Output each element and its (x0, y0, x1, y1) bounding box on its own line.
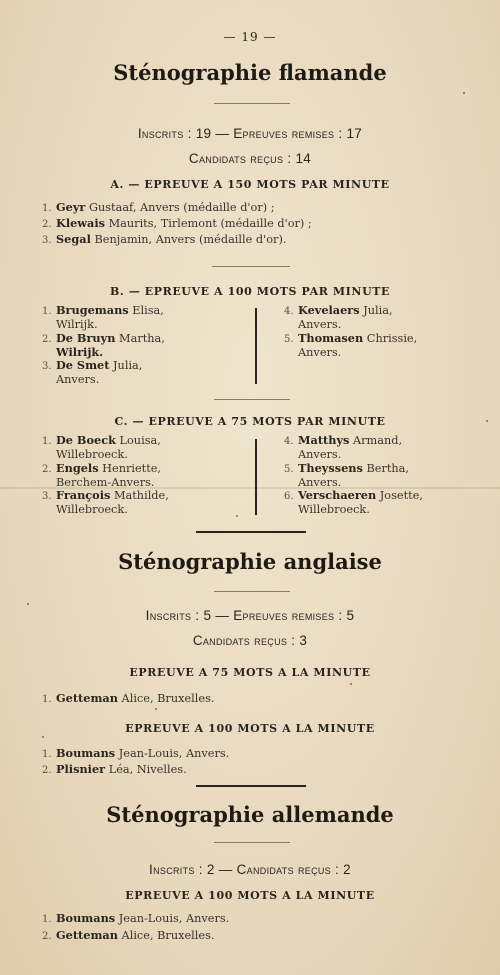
list-item: 2. De Bruyn Martha, Wilrijk. (42, 331, 165, 359)
section-rule (214, 399, 290, 400)
list-item: 1. Boumans Jean-Louis, Anvers. (42, 911, 230, 925)
section-anglaise-100-title: EPREUVE A 100 MOTS A LA MINUTE (125, 722, 375, 735)
list-item: 2. Plisnier Léa, Nivelles. (42, 762, 187, 776)
section-anglaise-75-title: EPREUVE A 75 MOTS A LA MINUTE (129, 666, 371, 679)
counts-allemande: Inscrits : 2 — Candidats reçus : 2 (149, 862, 351, 877)
list-item: 5. Theyssens Bertha, Anvers. (284, 461, 409, 489)
counts-anglaise: Inscrits : 5 — Epreuves remises : 5 (145, 608, 355, 623)
paper-speck (350, 683, 352, 685)
title-rule (214, 842, 290, 843)
paper-speck (236, 515, 238, 517)
list-item: 6. Verschaeren Josette, Willebroeck. (284, 488, 423, 516)
list-item: 4. Matthys Armand, Anvers. (284, 433, 403, 461)
chapter-rule (196, 531, 306, 533)
paper-speck (155, 708, 157, 710)
list-item: 3. Segal Benjamin, Anvers (médaille d'or). (42, 232, 287, 246)
list-item: 1. Boumans Jean-Louis, Anvers. (42, 746, 230, 760)
paper-speck (42, 736, 44, 738)
list-item: 4. Kevelaers Julia, Anvers. (284, 303, 393, 331)
title-rule (214, 591, 290, 592)
counts-flamande: Inscrits : 19 — Epreuves remises : 17 (137, 126, 363, 141)
title-allemande: Sténographie allemande (106, 802, 394, 827)
list-item: 1. Geyr Gustaaf, Anvers (médaille d'or) ; (42, 200, 275, 214)
list-item: 3. De Smet Julia, Anvers. (42, 358, 143, 386)
section-rule (212, 266, 290, 267)
section-c-title: C. — EPREUVE A 75 MOTS PAR MINUTE (114, 415, 386, 428)
paper-speck (486, 420, 488, 422)
recus-anglaise: Candidats reçus : 3 (192, 633, 308, 648)
page-number: — 19 — (223, 30, 277, 44)
section-a-title: A. — EPREUVE A 150 MOTS PAR MINUTE (110, 178, 390, 191)
list-item: 5. Thomasen Chrissie, Anvers. (284, 331, 418, 359)
list-item: 1. Getteman Alice, Bruxelles. (42, 691, 215, 705)
paper-speck (27, 603, 29, 605)
section-allemande-100-title: EPREUVE A 100 MOTS A LA MINUTE (125, 889, 375, 902)
recus-flamande: Candidats reçus : 14 (188, 151, 312, 166)
list-item: 3. François Mathilde, Willebroeck. (42, 488, 169, 516)
column-divider (255, 439, 257, 515)
list-item: 2. Getteman Alice, Bruxelles. (42, 928, 215, 942)
title-rule (214, 103, 290, 104)
list-item: 1. Brugemans Elisa, Wilrijk. (42, 303, 164, 331)
list-item: 2. Klewais Maurits, Tirlemont (médaille d'or) ; (42, 216, 312, 230)
list-item: 1. De Boeck Louisa, Willebroeck. (42, 433, 161, 461)
title-flamande: Sténographie flamande (113, 60, 387, 85)
chapter-rule (196, 785, 306, 787)
paper-speck (463, 92, 465, 94)
column-divider (255, 308, 257, 384)
section-b-title: B. — EPREUVE A 100 MOTS PAR MINUTE (109, 285, 391, 298)
list-item: 2. Engels Henriette, Berchem-Anvers. (42, 461, 162, 489)
title-anglaise: Sténographie anglaise (118, 549, 382, 574)
